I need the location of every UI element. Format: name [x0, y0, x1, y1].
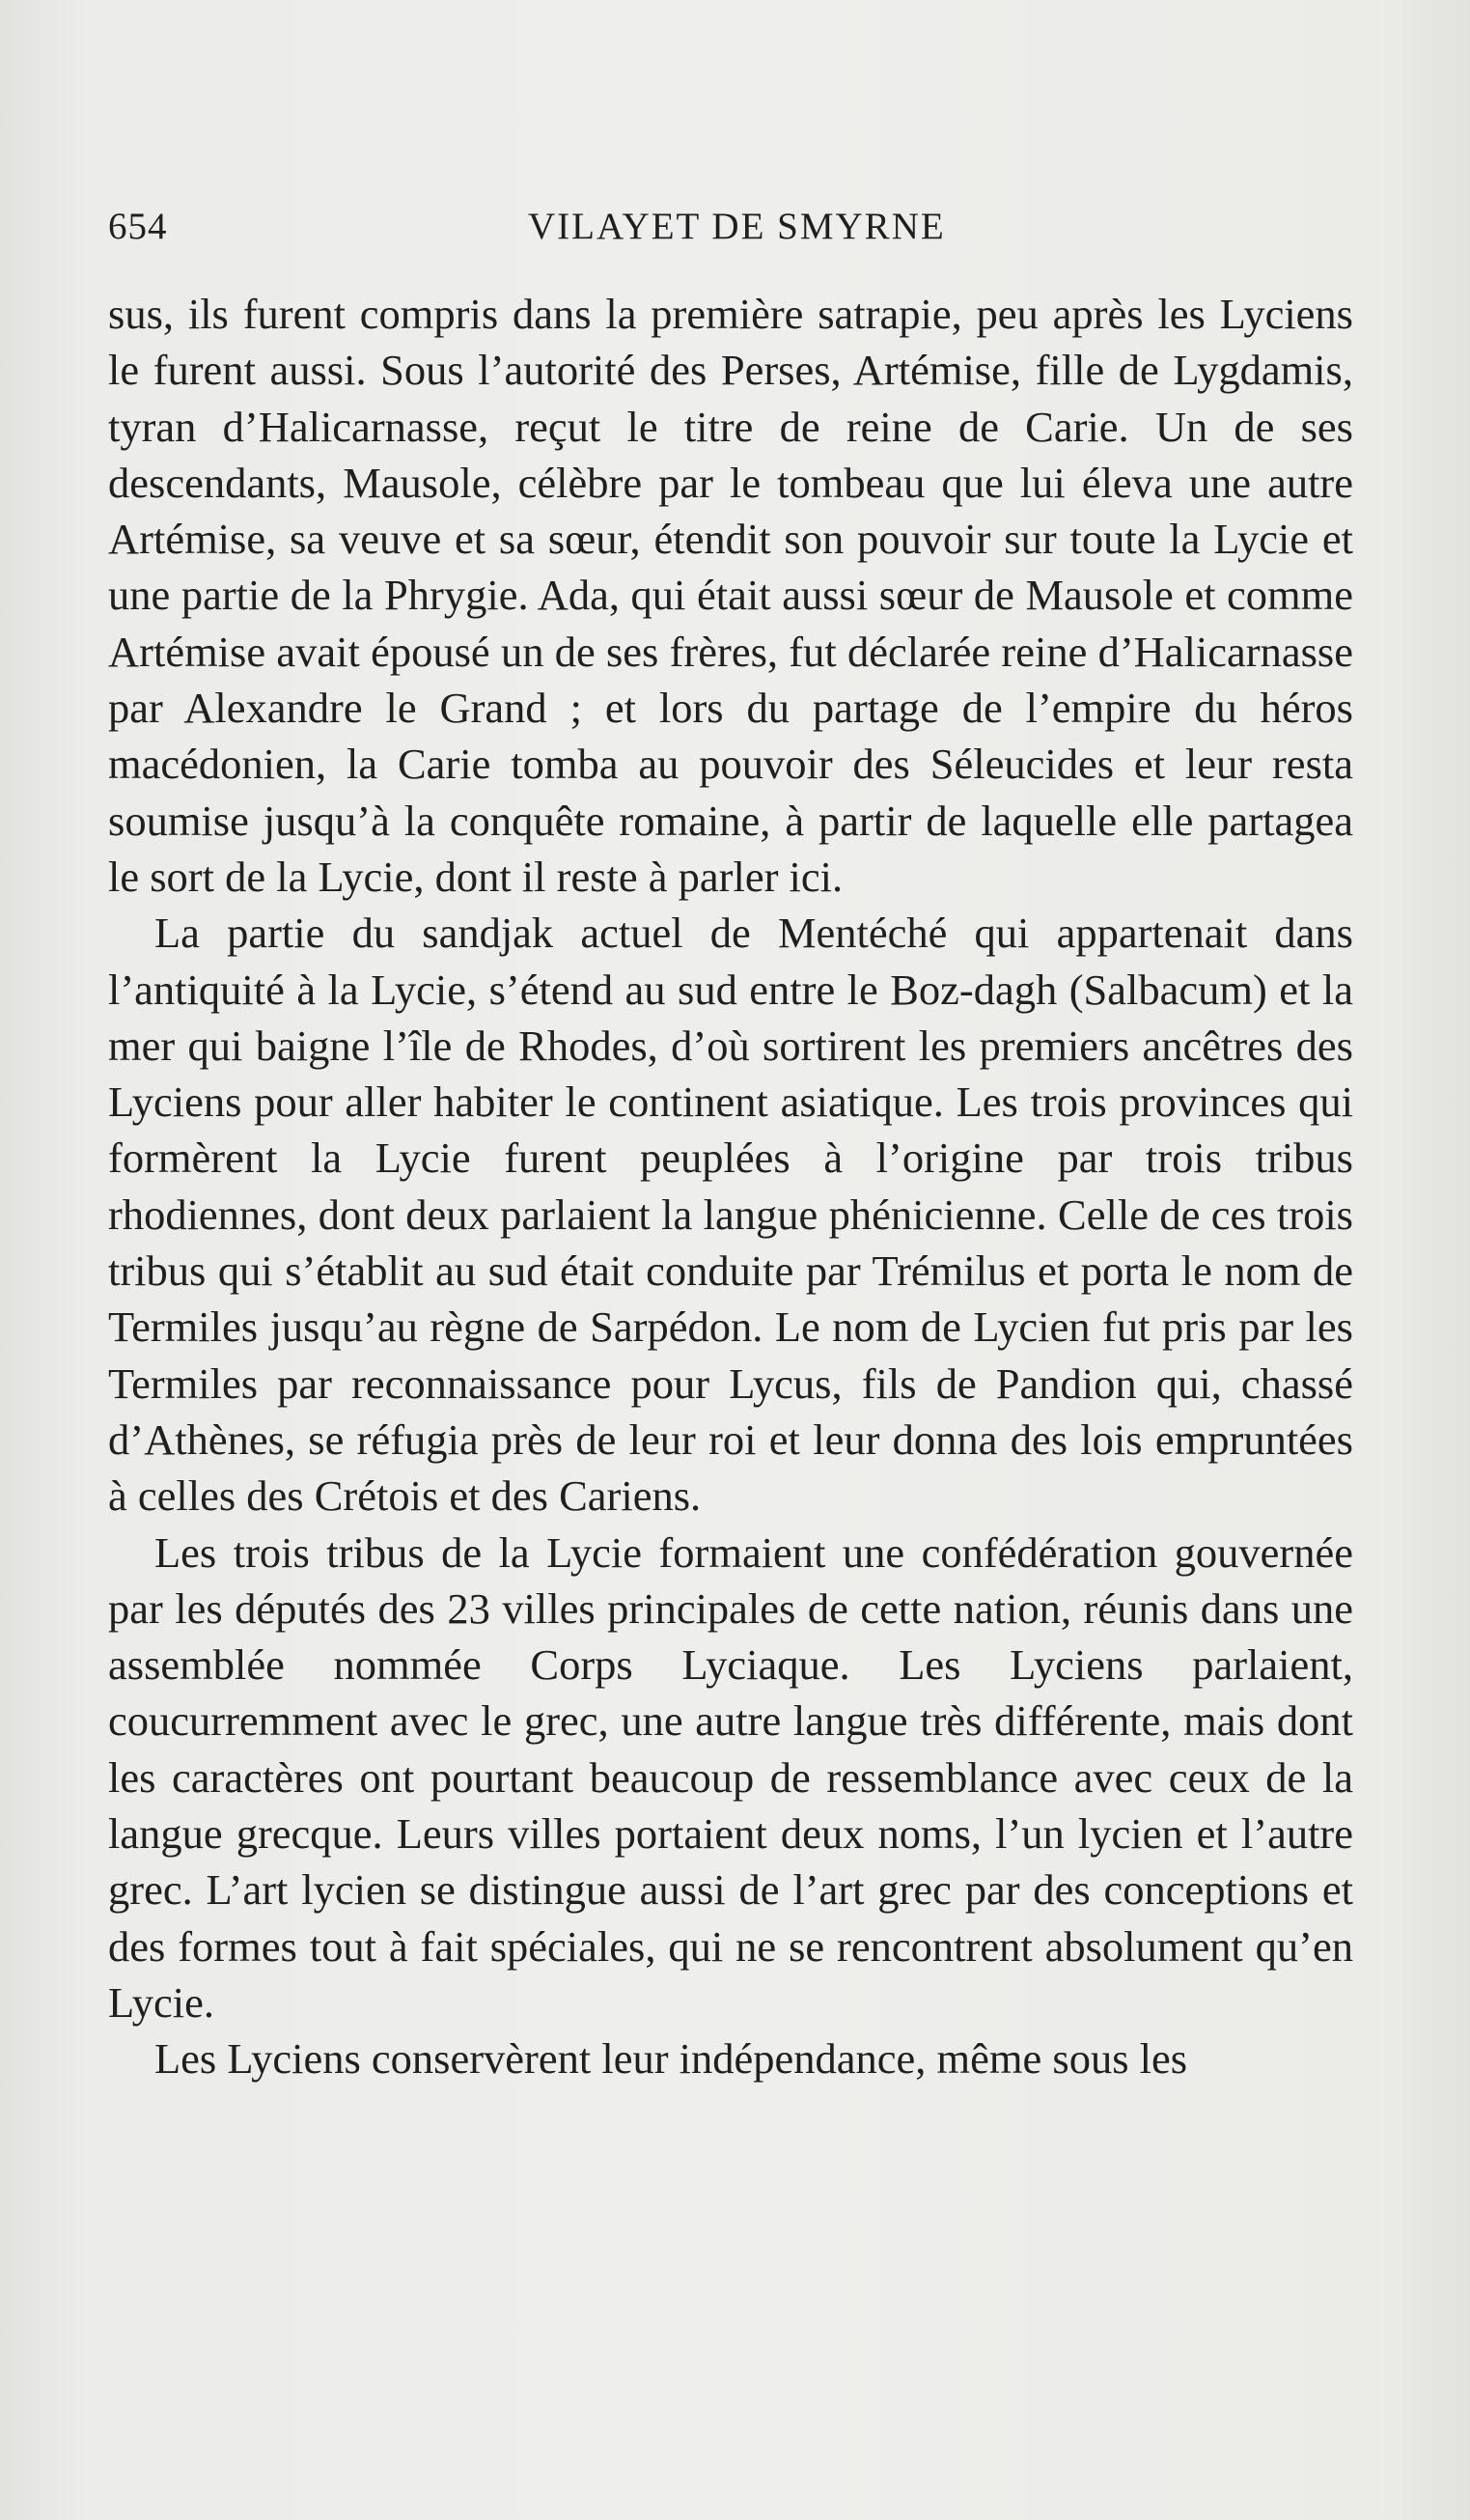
running-title: VILAYET DE SMYRNE: [528, 206, 946, 247]
page-header: [108, 205, 1353, 253]
page-number: 654: [108, 206, 168, 247]
body-text: [108, 286, 1353, 2087]
paragraph: La partie du sandjak actuel de Mentéché qui appartenait dans l’antiquité à la Lycie, s’étend au sud entre le Boz-dagh (Salbacum) et la mer qui baigne l’île de Rhodes, d’où sortirent les premiers ancêtres des Lyciens pour aller habiter le continent asiatique. Les trois provinces qui formèrent la Lycie furent peuplées à l’origine par trois tribus rhodiennes, dont deux parlaient la langue phénicienne. Celle de ces trois tribus qui s’établit au sud était conduite par Trémilus et porta le nom de Termiles jusqu’au règne de Sarpédon. Le nom de Lycien fut pris par les Termiles par reconnaissance pour Lycus, fils de Pandion qui, chassé d’Athènes, se réfugia près de leur roi et leur donna des lois empruntées à celles des Crétois et des Cariens.: [108, 909, 1353, 1521]
paragraph: Les Lyciens conservèrent leur indépendance, même sous les: [154, 2034, 1188, 2084]
paragraph: sus, ils furent compris dans la première satrapie, peu après les Lyciens le furent aussi. Sous l’autorité des Perses, Artémise, fille de Lygdamis, tyran d’Halicarnasse, reçut le titre de reine de Carie. Un de ses descendants, Mausole, célèbre par le tombeau que lui éleva une autre Artémise, sa veuve et sa sœur, étendit son pouvoir sur toute la Lycie et une partie de la Phrygie. Ada, qui était aussi sœur de Mausole et comme Artémise avait épousé un de ses frères, fut déclarée reine d’Halicarnasse par Alexandre le Grand ; et lors du partage de l’empire du héros macédonien, la Carie tomba au pouvoir des Séleucides et leur resta soumise jusqu’à la conquête romaine, à partir de laquelle elle partagea le sort de la Lycie, dont il reste à parler ici.: [108, 290, 1353, 901]
paragraph: Les trois tribus de la Lycie formaient une confédération gouvernée par les députés des 23 villes principales de cette nation, réunis dans une assemblée nommée Corps Lyciaque. Les Lyciens parlaient, coucurremment avec le grec, une autre langue très différente, mais dont les caractères ont pourtant beaucoup de ressemblance avec ceux de la langue grecque. Leurs villes portaient deux noms, l’un lycien et l’autre grec. L’art lycien se distingue aussi de l’art grec par des conceptions et des formes tout à fait spéciales, qui ne se rencontrent absolument qu’en Lycie.: [108, 1527, 1353, 2027]
